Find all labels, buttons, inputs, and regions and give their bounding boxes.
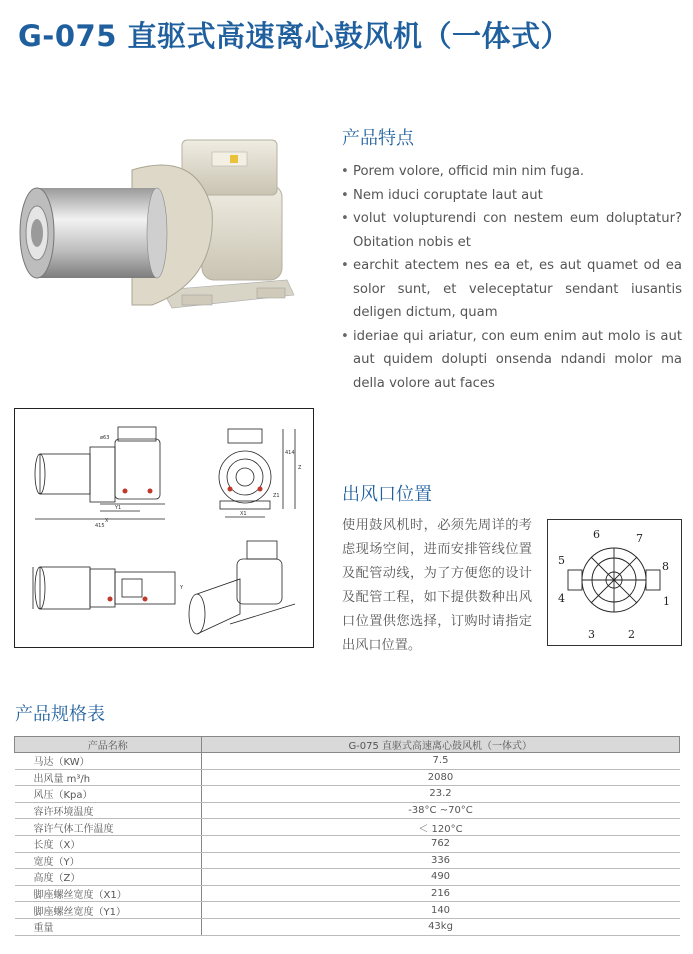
- spec-header-row: [15, 737, 680, 753]
- outlet-position-1: 1: [663, 595, 670, 608]
- spec-label: 容许气体工作温度: [15, 819, 202, 836]
- outlet-description: 使用鼓风机时，必须先周详的考虑现场空间，进而安排管线位置及配管动线，为了方便您的设计及配管工程，如下提供数种出风口位置供您选择，订购时请指定出风口位置。: [342, 518, 532, 653]
- dim-414: 414: [285, 450, 295, 456]
- dim-z: Z: [298, 465, 302, 471]
- table-row: [15, 802, 680, 819]
- spec-value: 336: [201, 852, 680, 869]
- spec-label: 高度（Z）: [15, 869, 202, 886]
- outlet-heading: 出风口位置: [342, 484, 432, 505]
- feature-item: • volut volupturendi con nestem eum doluptatur? Obitation nobis et: [340, 207, 682, 254]
- page-title: G-075 直驱式高速离心鼓风机（一体式）: [18, 19, 570, 53]
- spec-label: 出风量 m³/h: [15, 769, 202, 786]
- dim-x: X: [105, 518, 109, 524]
- features-list: [340, 160, 682, 395]
- feature-item: • ideriae qui ariatur, con eum enim aut molo is aut aut quidem dolupti onsenda ndandi molor ma della volore aut faces: [340, 325, 682, 396]
- outlet-position-4: 4: [558, 592, 565, 605]
- spec-label: 脚座螺丝宽度（Y1）: [15, 902, 202, 919]
- spec-label: 重量: [15, 918, 202, 935]
- spec-label: 风压（Kpa）: [15, 786, 202, 803]
- spec-value: 7.5: [201, 753, 680, 770]
- spec-label: 容许环境温度: [15, 802, 202, 819]
- table-row: [15, 885, 680, 902]
- table-row: [15, 902, 680, 919]
- spec-value: 216: [201, 885, 680, 902]
- outlet-position-2: 2: [628, 628, 635, 641]
- technical-drawing: [14, 408, 314, 648]
- outlet-position-6: 6: [593, 528, 600, 541]
- spec-heading: 产品规格表: [15, 704, 105, 725]
- spec-value: 762: [201, 835, 680, 852]
- features-heading: 产品特点: [342, 128, 414, 149]
- spec-label: 马达（KW）: [15, 753, 202, 770]
- dim-y: Y: [180, 585, 184, 591]
- spec-table: [14, 736, 680, 936]
- dim-y1: Y1: [115, 505, 122, 511]
- product-photo: [12, 130, 298, 322]
- table-row: [15, 753, 680, 770]
- dimension-drawing: [15, 409, 313, 647]
- table-row: [15, 918, 680, 935]
- spec-value: -38°C ~70°C: [201, 802, 680, 819]
- spec-value: 43kg: [201, 918, 680, 935]
- feature-item: • earchit atectem nes ea et, es aut quamet od ea solor sunt, et veleceptatur sendant iusantis deligen dictum, quam: [340, 254, 682, 325]
- outlet-position-diagram: [547, 519, 682, 646]
- table-row: [15, 869, 680, 886]
- dim-x1: X1: [240, 511, 247, 517]
- outlet-position-8: 8: [662, 560, 669, 573]
- table-row: [15, 835, 680, 852]
- outlet-position-3: 3: [588, 628, 595, 641]
- table-row: [15, 769, 680, 786]
- feature-item: • Porem volore, officid min nim fuga.: [340, 160, 682, 184]
- table-row: [15, 819, 680, 836]
- spec-header-product: G-075 直驱式高速离心鼓风机（一体式）: [201, 737, 680, 753]
- outlet-position-5: 5: [558, 554, 565, 567]
- spec-value: 23.2: [201, 786, 680, 803]
- dim-415: 415: [95, 523, 105, 529]
- table-row: [15, 786, 680, 803]
- outlet-position-7: 7: [636, 532, 643, 545]
- spec-value: 140: [201, 902, 680, 919]
- spec-header-name: 产品名称: [15, 737, 202, 753]
- table-row: [15, 852, 680, 869]
- spec-label: 脚座螺丝宽度（X1）: [15, 885, 202, 902]
- spec-label: 宽度（Y）: [15, 852, 202, 869]
- spec-value: 490: [201, 869, 680, 886]
- spec-value: 2080: [201, 769, 680, 786]
- dim-z1: Z1: [273, 493, 280, 499]
- spec-label: 长度（X）: [15, 835, 202, 852]
- spec-value: ＜ 120°C: [201, 819, 680, 836]
- feature-item: • Nem iduci coruptate laut aut: [340, 184, 682, 208]
- dim-phi63: ø63: [100, 435, 110, 441]
